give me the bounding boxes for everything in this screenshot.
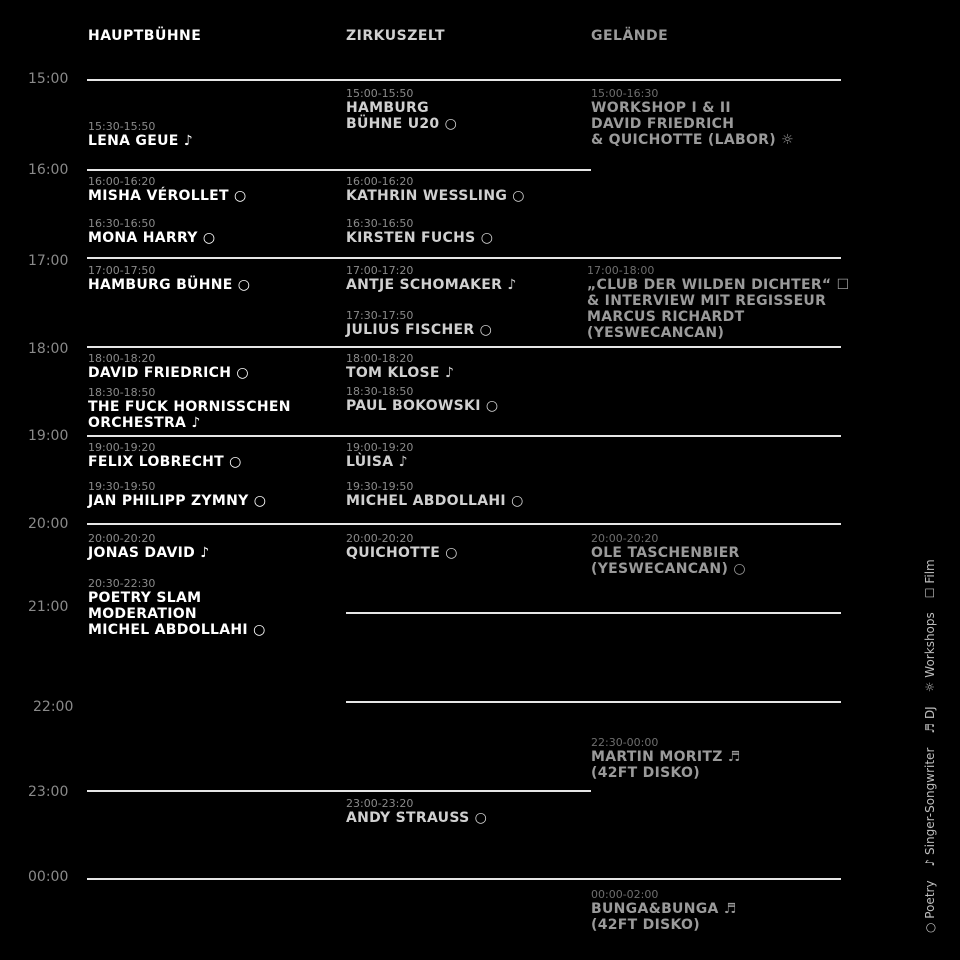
legend-workshops: ☼ Workshops: [923, 612, 937, 693]
event-time: 20:00-20:20: [591, 532, 659, 545]
event-tom-klose: [346, 352, 454, 381]
event-title: POETRY SLAM: [88, 590, 202, 606]
event-ole-taschenbier: [591, 532, 746, 577]
column-header-gelaende: GELÄNDE: [591, 28, 669, 44]
divider-line: [346, 701, 841, 703]
event-antje-schomaker: [346, 264, 517, 293]
legend-dj: ♬ DJ: [923, 706, 937, 734]
event-misha-verollet: [88, 175, 247, 204]
event-time: 00:00-02:00: [591, 888, 659, 901]
divider-line: [346, 612, 841, 614]
event-time: 20:30-22:30: [88, 577, 156, 590]
event-title: QUICHOTTE ○: [346, 545, 458, 561]
event-title: MONA HARRY ○: [88, 230, 216, 246]
time-label-2100: 21:00: [28, 599, 69, 615]
event-hamburg-buehne-u20: [346, 87, 457, 132]
event-title: & QUICHOTTE (LABOR) ☼: [591, 132, 794, 148]
event-title: LENA GEUE ♪: [88, 133, 194, 149]
event-jan-philipp-zymny: [88, 480, 266, 509]
event-time: 19:00-19:20: [346, 441, 414, 454]
event-title: BUNGA&BUNGA ♬: [591, 901, 737, 917]
event-title: ANDY STRAUSS ○: [346, 810, 488, 826]
event-title: FELIX LOBRECHT ○: [88, 454, 242, 470]
event-lena-geue: [88, 120, 193, 149]
event-time: 19:30-19:50: [346, 480, 414, 493]
event-time: 16:00-16:20: [88, 175, 156, 188]
event-title: OLE TASCHENBIER: [591, 545, 740, 561]
time-label-1600: 16:00: [28, 162, 69, 178]
event-the-fuck-hornisschen-orchestra: [88, 386, 291, 431]
poetry-icon: [0, 0, 1, 1]
event-title: TOM KLOSE ♪: [346, 365, 455, 381]
event-title: JONAS DAVID ♪: [88, 545, 210, 561]
time-label-1700: 17:00: [28, 253, 69, 269]
divider-line: [87, 523, 841, 525]
event-time: 17:00-18:00: [587, 264, 655, 277]
event-title: MICHEL ABDOLLAHI ○: [88, 622, 266, 638]
event-title: THE FUCK HORNISSCHEN: [88, 399, 291, 415]
event-title: MARTIN MORITZ ♬: [591, 749, 741, 765]
event-title: MISHA VÉROLLET ○: [88, 188, 247, 204]
event-time: 16:30-16:50: [346, 217, 414, 230]
event-title: HAMBURG: [346, 100, 429, 116]
event-title: BÜHNE U20 ○: [346, 116, 458, 132]
event-title: MICHEL ABDOLLAHI ○: [346, 493, 524, 509]
event-time: 18:30-18:50: [88, 386, 156, 399]
event-title: (YESWECANCAN): [587, 325, 725, 341]
event-michel-abdollahi: [346, 480, 524, 509]
divider-line: [87, 878, 841, 880]
event-time: 17:00-17:50: [88, 264, 156, 277]
event-title: DAVID FRIEDRICH ○: [88, 365, 249, 381]
event-title: JULIUS FISCHER ○: [346, 322, 493, 338]
event-kathrin-wessling: [346, 175, 525, 204]
time-label-2000: 20:00: [28, 516, 69, 532]
event-jonas-david: [88, 532, 210, 561]
legend-poetry: ○ Poetry: [923, 880, 937, 933]
event-time: 18:00-18:20: [346, 352, 414, 365]
event-club-der-wilden-dichter: [587, 264, 849, 341]
legend-film: ☐ Film: [923, 559, 937, 599]
event-david-friedrich: [88, 352, 249, 381]
legend-singer-songwriter: ♪ Singer-Songwriter: [923, 747, 937, 867]
event-kirsten-fuchs: [346, 217, 493, 246]
event-title: (42FT DISKO): [591, 765, 700, 781]
event-time: 23:00-23:20: [346, 797, 414, 810]
time-label-1900: 19:00: [28, 428, 69, 444]
event-title: „CLUB DER WILDEN DICHTER“ ☐: [587, 277, 850, 293]
event-time: 17:30-17:50: [346, 309, 414, 322]
event-title: MODERATION: [88, 606, 197, 622]
event-title: (42FT DISKO): [591, 917, 700, 933]
event-time: 15:30-15:50: [88, 120, 156, 133]
event-title: KIRSTEN FUCHS ○: [346, 230, 494, 246]
time-label-1800: 18:00: [28, 341, 69, 357]
event-felix-lobrecht: [88, 441, 242, 470]
event-title: WORKSHOP I & II: [591, 100, 731, 116]
divider-line: [87, 346, 841, 348]
event-time: 22:30-00:00: [591, 736, 659, 749]
event-hamburg-buehne: [88, 264, 250, 293]
divider-line: [87, 169, 591, 171]
event-poetry-slam: [88, 577, 266, 638]
event-title: & INTERVIEW MIT REGISSEUR: [587, 293, 827, 309]
time-label-1500: 15:00: [28, 71, 69, 87]
legend: [923, 559, 937, 933]
divider-line: [87, 790, 591, 792]
event-title: PAUL BOKOWSKI ○: [346, 398, 499, 414]
event-time: 15:00-15:50: [346, 87, 414, 100]
event-time: 18:00-18:20: [88, 352, 156, 365]
column-header-zirkuszelt: ZIRKUSZELT: [346, 28, 446, 44]
divider-line: [87, 257, 841, 259]
event-time: 17:00-17:20: [346, 264, 414, 277]
divider-line: [87, 435, 841, 437]
time-label-2300: 23:00: [28, 784, 69, 800]
event-martin-moritz: [591, 736, 741, 781]
event-title: ORCHESTRA ♪: [88, 415, 201, 431]
event-luisa: [346, 441, 413, 470]
event-time: 20:00-20:20: [346, 532, 414, 545]
event-time: 18:30-18:50: [346, 385, 414, 398]
event-time: 15:00-16:30: [591, 87, 659, 100]
event-title: LÙISA ♪: [346, 454, 408, 470]
divider-line: [87, 79, 841, 81]
time-label-2200: 22:00: [33, 699, 74, 715]
event-title: DAVID FRIEDRICH: [591, 116, 735, 132]
event-mona-harry: [88, 217, 215, 246]
event-time: 16:00-16:20: [346, 175, 414, 188]
event-title: JAN PHILIPP ZYMNY ○: [88, 493, 267, 509]
time-label-0000: 00:00: [28, 869, 69, 885]
event-andy-strauss: [346, 797, 487, 826]
event-workshop: [591, 87, 794, 148]
event-bunga-bunga: [591, 888, 737, 933]
event-julius-fischer: [346, 309, 492, 338]
event-time: 19:30-19:50: [88, 480, 156, 493]
column-header-hauptbuehne: HAUPTBÜHNE: [88, 28, 202, 44]
event-title: (YESWECANCAN) ○: [591, 561, 746, 577]
event-time: 20:00-20:20: [88, 532, 156, 545]
event-title: MARCUS RICHARDT: [587, 309, 745, 325]
event-title: KATHRIN WESSLING ○: [346, 188, 525, 204]
event-title: HAMBURG BÜHNE ○: [88, 277, 251, 293]
event-title: ANTJE SCHOMAKER ♪: [346, 277, 517, 293]
event-time: 16:30-16:50: [88, 217, 156, 230]
event-time: 19:00-19:20: [88, 441, 156, 454]
event-quichotte: [346, 532, 458, 561]
event-paul-bokowski: [346, 385, 498, 414]
